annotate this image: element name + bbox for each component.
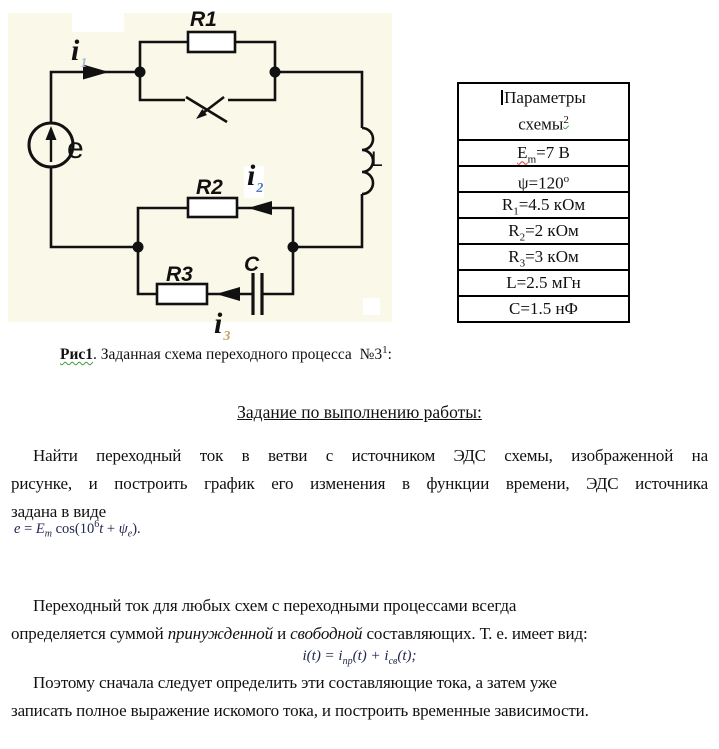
circuit-diagram [0,0,450,345]
circuit-wires [51,42,373,294]
table-row: $E_m=7$ В [459,139,628,165]
text-line: записать полное выражение искомого тока, и построить временные зависимости. [11,701,589,720]
label-i2: $i_2$ [247,159,264,196]
parameters-table [457,82,630,323]
paragraph-theory [11,592,708,648]
table-row: C=1.5 нФ [459,295,628,321]
label-r2: R2 [196,176,223,199]
table-row: $R_2=2$ кОм [459,217,628,243]
paragraph-conclusion [11,669,708,725]
text-line: Переходный ток для любых схем с переходными процессами всегда [33,596,517,615]
footnote-ref-2: 2 [563,114,569,126]
label-r3: R3 [166,263,193,286]
current-arrow-i2 [248,201,272,215]
text-line: Поэтому сначала следует определить эти составляющие тока, а затем уже [33,673,557,692]
resistor-r2 [188,198,237,217]
label-l: L [371,148,383,171]
table-header [459,84,628,139]
text-line: Найти переходный ток в ветви с источником ЭДС схемы, изображенной на [33,446,708,465]
circuit-nodes [133,67,299,253]
text-line: задана в виде [11,502,106,521]
table-row: $R_3=3$ кОм [459,243,628,269]
label-r1: R1 [190,8,217,31]
table-row: L=2.5 мГн [459,269,628,295]
formula-emf: $e = E_m$ $\cos(10^6t + \psi_e)$. [14,519,141,540]
footnote-ref-1: 1 [382,344,388,356]
formula-current: $i(t) = i_{пр}(t) + i_{св}(t)$; [302,648,417,667]
capacitor-c [253,273,262,315]
label-i3: $i_3$ [214,307,231,344]
text-cursor[interactable] [501,90,503,105]
text-line: определяется суммой принужденной и свободной составляющих. Т. е. имеет вид: [11,624,588,643]
label-c: C [244,253,260,276]
table-header-line1: Параметры [504,88,586,107]
label-i1: $i_1$ [71,34,88,71]
paragraph-task [11,442,708,526]
resistor-r3 [157,284,207,304]
table-row: $\psi=120^о$ [459,165,628,191]
label-e: e [67,132,84,165]
text-line: рисунке, и построить график его изменения в функции времени, ЭДС источника [11,474,708,493]
table-header-line2: схемы [518,114,564,134]
table-row: $R_1=4.5$ кОм [459,191,628,217]
figure-caption: Рис1. Заданная схема переходного процесса $№3^1$: [60,344,392,364]
resistor-r1 [188,32,235,52]
task-heading: Задание по выполнению работы: [237,402,482,422]
current-arrow-i3 [216,287,240,301]
